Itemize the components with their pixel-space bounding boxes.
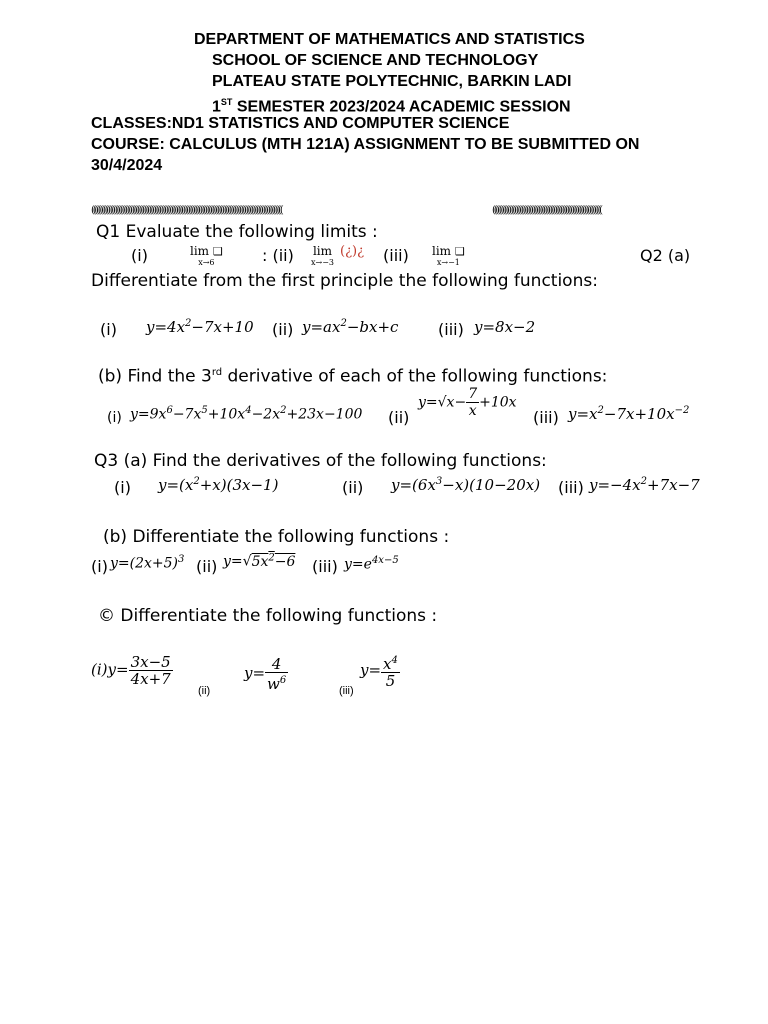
semester-suffix: ST [220, 97, 233, 107]
q2b-i-function: $y=9x^6-7x^5+10x^4-2x^2+23x-100$ [130, 405, 363, 423]
q2a-i-label: (i) [100, 320, 117, 339]
q1-ii-approach: x→−3 [311, 258, 335, 267]
school-title: SCHOOL OF SCIENCE AND TECHNOLOGY [212, 52, 539, 69]
q2b-iii-function: $y=x^2-7x+10x^{-2}$ [568, 405, 690, 423]
q2b-title-suffix: rd [211, 367, 223, 378]
q1-ii-limit: lim x→−3 [311, 244, 335, 267]
q1-iii-approach: x→−1 [436, 258, 460, 267]
q3c-i-function: (i)y= $\frac{3x-5}{4x+7}$ [91, 653, 171, 688]
course-line: COURSE: CALCULUS (MTH 121A) ASSIGNMENT TO BE SUBMITTED ON [91, 136, 640, 153]
q3a-i-label: (i) [114, 478, 131, 497]
divider-right: (((((((((((((((((((((((((((((((((((((((((((((((((((((((((((((((( [492, 205, 601, 216]
q3b-iii-function: $y=e^{4x-5}$ [344, 555, 399, 573]
placeholder-box-icon: ❑ [454, 245, 465, 258]
semester-text: SEMESTER 2023/2024 ACADEMIC SESSION [232, 98, 571, 116]
q1-ii-label: : (ii) [262, 246, 294, 265]
institution-title: PLATEAU STATE POLYTECHNIC, BARKIN LADI [212, 73, 572, 90]
q3b-i-function: $y=(2x+5)^3$ [110, 554, 185, 572]
q1-i-approach: x→6 [198, 258, 215, 267]
q3a-ii-function: $y=(6x^3-x)(10-20x)$ [391, 476, 541, 494]
department-title: DEPARTMENT OF MATHEMATICS AND STATISTICS [194, 31, 585, 48]
q3c-iii-label: (iii) [339, 685, 354, 697]
q2-heading: Q2 (a) [640, 246, 691, 265]
q3c-title: © Differentiate the following functions : [98, 606, 438, 626]
semester-number: 1 [212, 98, 221, 116]
q3b-i-label: (i) [91, 557, 108, 576]
classes-line: CLASSES:ND1 STATISTICS AND COMPUTER SCIENCE [91, 115, 510, 132]
q1-iii-limit: lim ❑ x→−1 [432, 244, 465, 267]
q1-iii-label: (iii) [383, 246, 409, 265]
submission-date: 30/4/2024 [91, 157, 163, 174]
q3c-iii-function: y= $\frac{x^4}{5}$ [360, 655, 398, 690]
q3a-i-function: $y=(x^2+x)(3x-1)$ [158, 476, 279, 494]
q3a-iii-function: $y=-4x^2+7x-7$ [589, 476, 700, 494]
q2b-ii-label: (ii) [388, 408, 410, 427]
q2b-ii-function: y=√x− $\frac{7}{x}$ +10x [418, 386, 517, 419]
q3b-ii-label: (ii) [196, 557, 218, 576]
q2b-i-label: (i) [107, 410, 122, 426]
q2a-iii-function: y=8x−2 [474, 318, 536, 336]
q2a-i-function: $y=4x^2-7x+10$ [146, 318, 254, 336]
q2a-title: Differentiate from the first principle the following functions: [91, 271, 598, 291]
q1-ii-expr: (¿)¿ [340, 244, 365, 259]
placeholder-box-icon: ❑ [212, 245, 223, 258]
q2b-title: (b) Find the 3rd derivative of each of the following functions: [98, 366, 608, 387]
q3a-title: Q3 (a) Find the derivatives of the following functions: [94, 451, 547, 471]
q1-i-limit: lim ❑ x→6 [190, 244, 223, 267]
q3a-iii-label: (iii) [558, 478, 584, 497]
q3b-title: (b) Differentiate the following functions : [103, 527, 450, 547]
q2b-iii-label: (iii) [533, 408, 559, 427]
q1-title: Q1 Evaluate the following limits : [96, 222, 378, 242]
q2a-ii-function: $y=ax^2-bx+c$ [302, 318, 399, 336]
q2a-iii-label: (iii) [438, 320, 464, 339]
q3c-ii-label: (ii) [198, 685, 211, 697]
q3b-ii-function: $y=√5x^2-6$ [223, 552, 296, 570]
q3c-i-label: (i) [91, 660, 108, 679]
q3c-ii-function: y= $\frac{4}{w^6}$ [244, 655, 287, 693]
q3b-iii-label: (iii) [312, 557, 338, 576]
q3a-ii-label: (ii) [342, 478, 364, 497]
q2a-ii-label: (ii) [272, 320, 294, 339]
q1-i-label: (i) [131, 246, 148, 265]
divider-left: (((((((((((((((((((((((((((((((((((((((((((((((((((((((((((((((((((((((((((((((((((((((((((((((((((((((((((((((( [91, 205, 282, 216]
